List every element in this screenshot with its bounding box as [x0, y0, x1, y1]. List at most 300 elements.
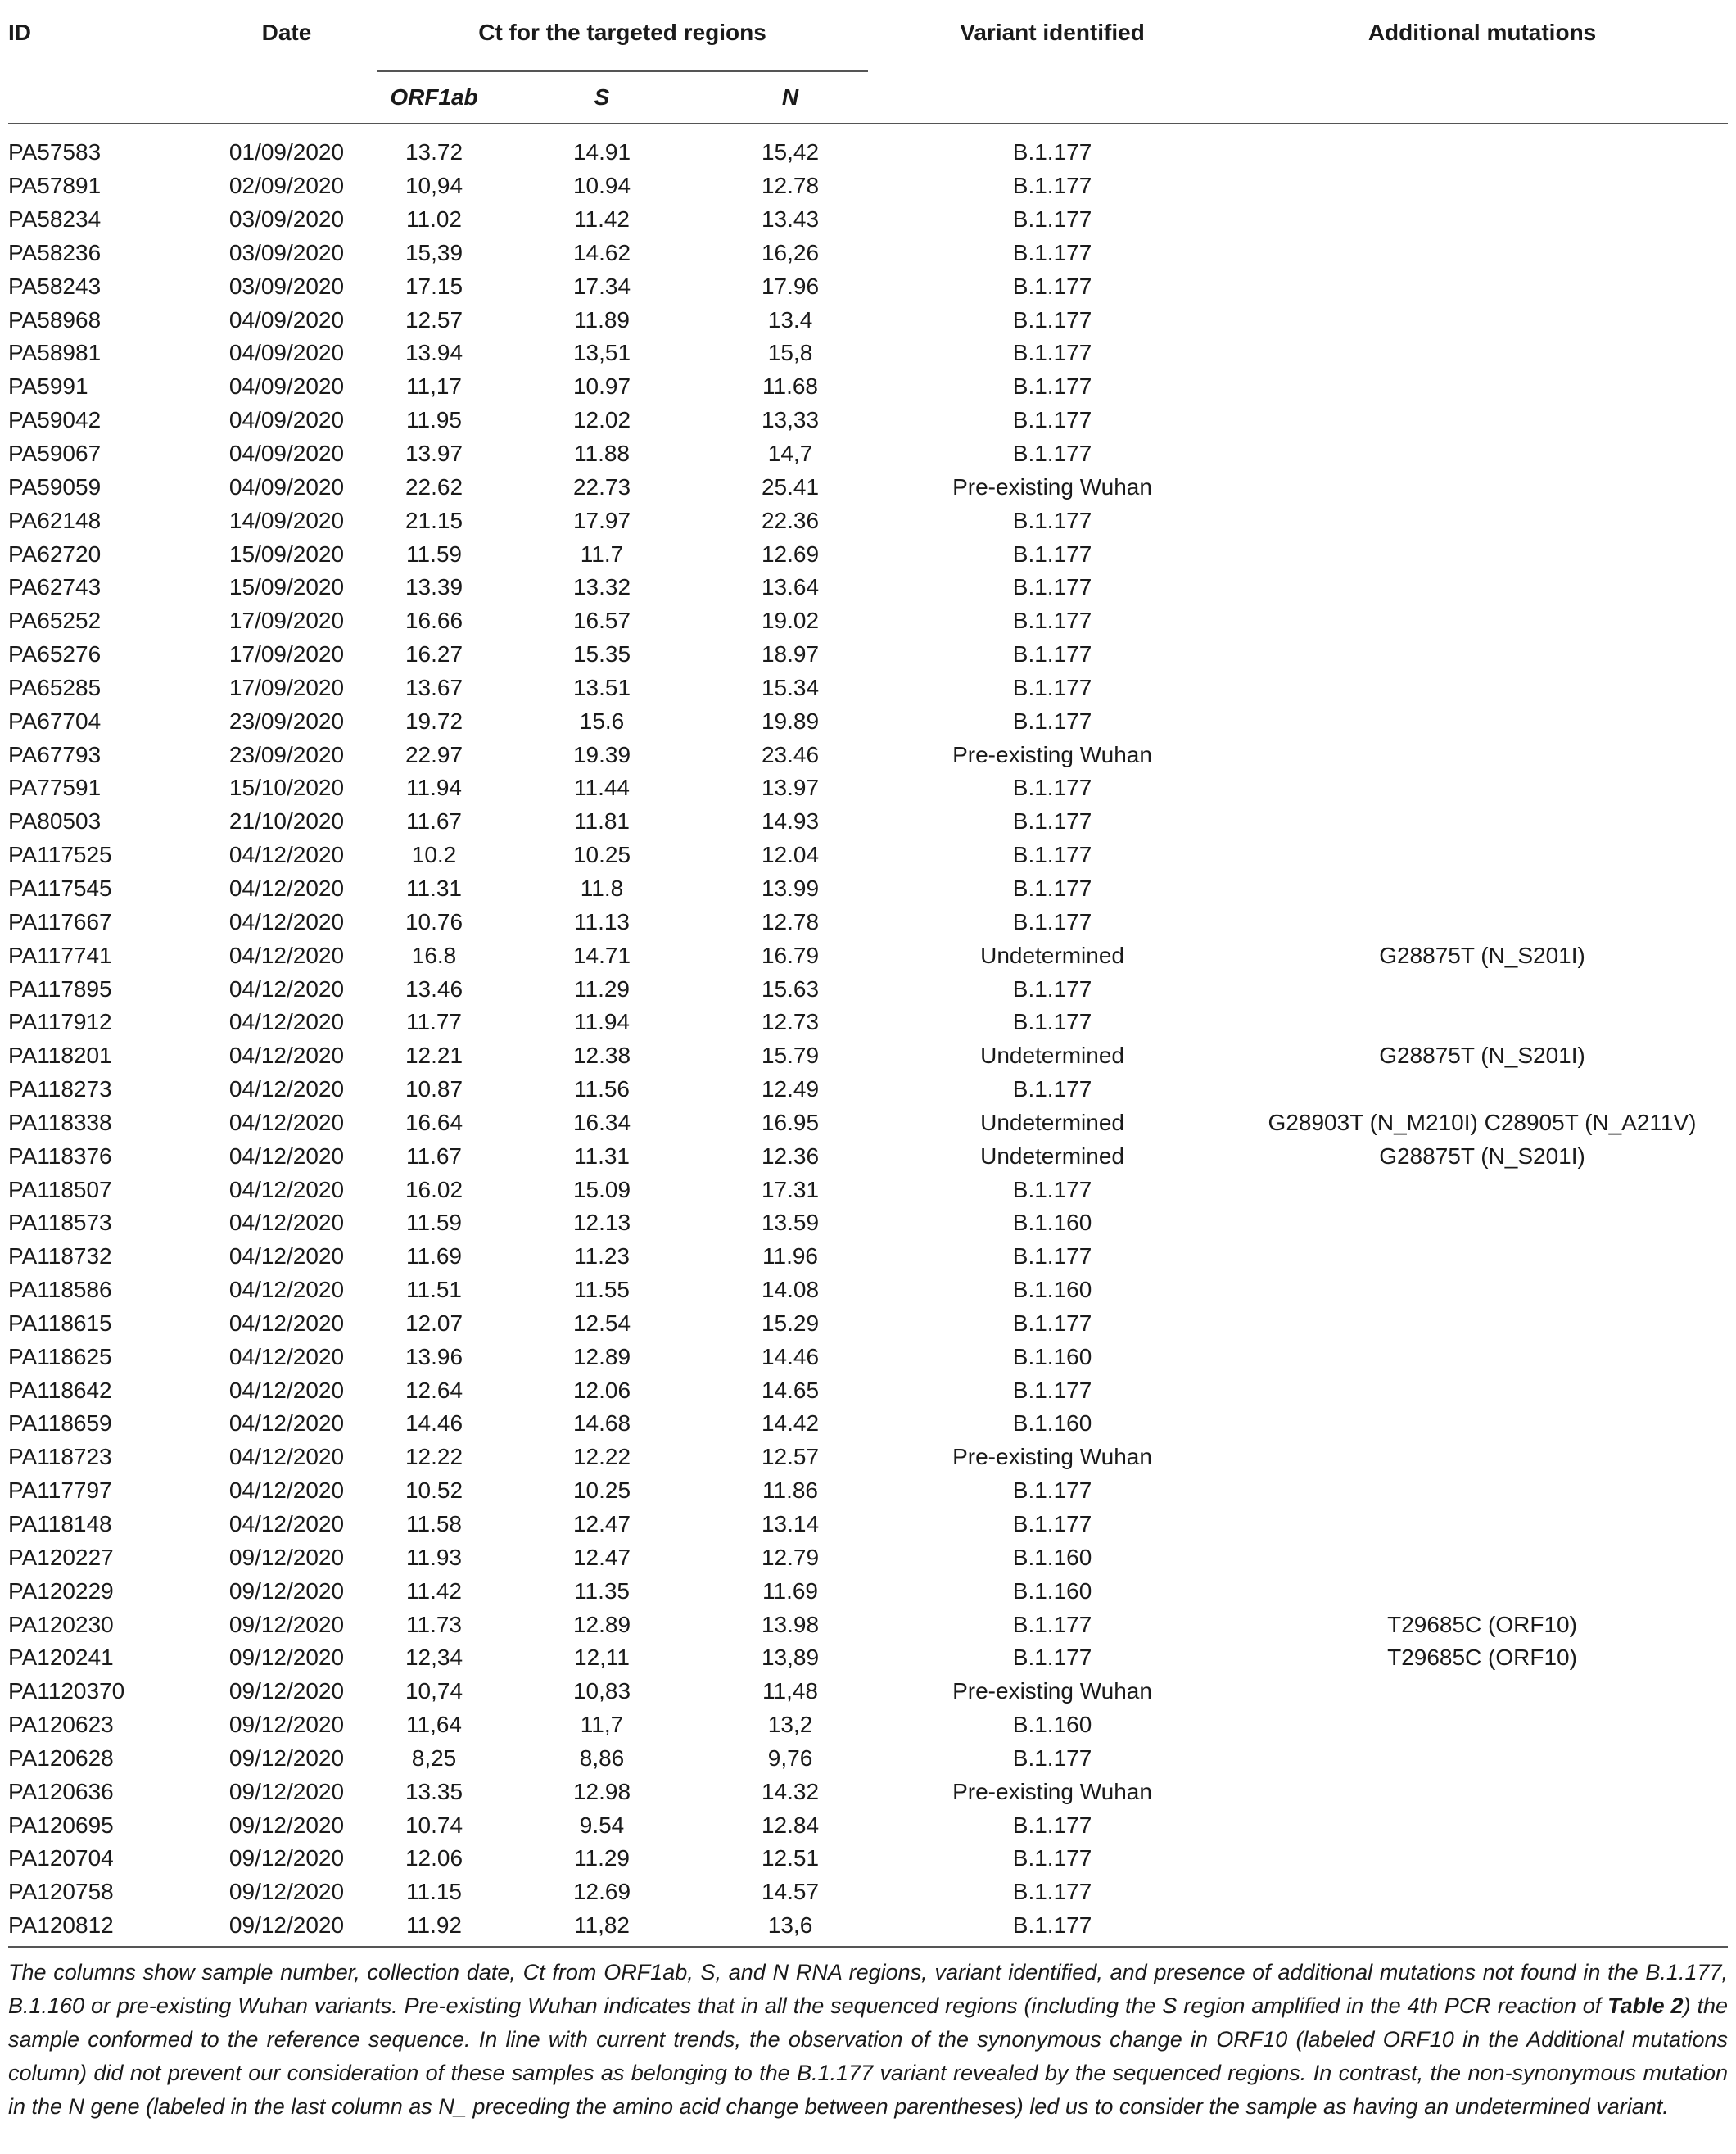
cell-orf1ab: 10.87: [405, 1076, 463, 1102]
table-row: [8, 1173, 1728, 1206]
cell-n: 12.57: [761, 1444, 820, 1470]
cell-additional: [1236, 1708, 1728, 1742]
table-row: [8, 905, 1728, 939]
cell-variant: Undetermined: [980, 942, 1124, 968]
cell-s: 11.88: [574, 441, 630, 467]
cell-orf1ab: 11.31: [406, 875, 462, 901]
cell-orf1ab: 12.64: [405, 1377, 463, 1403]
cell-additional: [1236, 1240, 1728, 1274]
cell-id: PA118642: [8, 1377, 112, 1403]
header-orf1ab: ORF1ab: [390, 84, 478, 110]
cell-s: 13.51: [572, 674, 631, 700]
cell-n: 16.79: [761, 942, 820, 968]
cell-s: 17.97: [572, 507, 631, 533]
cell-s: 10.25: [572, 842, 631, 868]
cell-variant: B.1.177: [1012, 608, 1092, 634]
cell-n: 13,2: [767, 1712, 813, 1738]
table-row: [8, 337, 1728, 370]
cell-id: PA117797: [8, 1477, 112, 1504]
cell-additional: [1236, 170, 1728, 203]
cell-n: 12.51: [761, 1845, 820, 1871]
cell-s: 10,83: [572, 1678, 631, 1704]
cell-n: 13,33: [761, 407, 820, 433]
subheader-row: [8, 72, 1728, 124]
cell-additional: [1236, 1173, 1728, 1206]
cell-orf1ab: 12.21: [405, 1043, 463, 1069]
cell-s: 11,7: [580, 1712, 624, 1738]
cell-date: 04/12/2020: [228, 842, 345, 868]
cell-date: 04/12/2020: [228, 1143, 345, 1169]
cell-s: 12.47: [572, 1511, 631, 1537]
table-row: [8, 404, 1728, 437]
cell-orf1ab: 13.94: [405, 340, 463, 366]
cell-variant: Pre-existing Wuhan: [952, 1678, 1152, 1704]
cell-additional: G28903T (N_M210I) C28905T (N_A211V): [1268, 1109, 1697, 1135]
cell-n: 16.95: [761, 1109, 820, 1135]
cell-date: 04/12/2020: [228, 1109, 345, 1135]
header-s: S: [594, 84, 610, 110]
cell-id: PA118201: [8, 1043, 112, 1069]
table-row: [8, 170, 1728, 203]
cell-id: PA58234: [8, 206, 102, 233]
cell-additional: [1236, 1742, 1728, 1776]
cell-date: 04/12/2020: [228, 1410, 345, 1437]
cell-s: 11.89: [574, 306, 630, 333]
cell-variant: Undetermined: [980, 1043, 1124, 1069]
cell-s: 13,51: [572, 340, 631, 366]
cell-id: PA58981: [8, 340, 102, 366]
cell-date: 15/09/2020: [228, 541, 345, 567]
cell-orf1ab: 11.59: [406, 541, 462, 567]
table-row: [8, 1106, 1728, 1139]
table-row: [8, 1274, 1728, 1307]
cell-id: PA57583: [8, 139, 102, 165]
cell-additional: [1236, 1006, 1728, 1039]
cell-orf1ab: 10,74: [405, 1678, 463, 1704]
cell-id: PA65276: [8, 641, 102, 667]
cell-orf1ab: 11.15: [406, 1879, 462, 1905]
cell-orf1ab: 11.42: [406, 1577, 462, 1604]
cell-date: 09/12/2020: [228, 1577, 345, 1604]
cell-additional: [1236, 537, 1728, 571]
cell-s: 12,11: [574, 1645, 630, 1671]
cell-date: 14/09/2020: [228, 507, 345, 533]
cell-id: PA58243: [8, 273, 102, 299]
cell-orf1ab: 16.8: [411, 942, 457, 968]
cell-orf1ab: 11.77: [406, 1009, 462, 1035]
cell-variant: B.1.177: [1012, 708, 1092, 734]
cell-s: 12.54: [572, 1310, 631, 1336]
cell-additional: [1236, 738, 1728, 772]
table-row: [8, 1608, 1728, 1641]
cell-variant: B.1.177: [1012, 206, 1092, 233]
table-row: [8, 1006, 1728, 1039]
cell-id: PA118625: [8, 1343, 112, 1369]
table-row: [8, 1842, 1728, 1876]
cell-variant: B.1.160: [1012, 1343, 1092, 1369]
cell-variant: Pre-existing Wuhan: [952, 473, 1152, 500]
table-row: [8, 237, 1728, 270]
cell-date: 23/09/2020: [228, 708, 345, 734]
cell-id: PA57891: [8, 173, 102, 199]
cell-orf1ab: 16.66: [405, 608, 463, 634]
cell-n: 11.96: [762, 1243, 819, 1269]
table-row: [8, 1240, 1728, 1274]
cell-id: PA77591: [8, 775, 102, 801]
header-n: N: [781, 84, 799, 110]
table-row: [8, 1139, 1728, 1173]
cell-n: 12.04: [761, 842, 820, 868]
cell-n: 19.02: [761, 608, 820, 634]
cell-variant: B.1.177: [1012, 1310, 1092, 1336]
cell-n: 11.69: [762, 1577, 819, 1604]
cell-additional: [1236, 404, 1728, 437]
cell-orf1ab: 13.96: [405, 1343, 463, 1369]
cell-additional: [1236, 1407, 1728, 1441]
cell-s: 12.89: [572, 1343, 631, 1369]
header-variant: Variant identified: [960, 20, 1145, 45]
cell-orf1ab: 22.97: [405, 741, 463, 767]
table-row: [8, 1474, 1728, 1508]
cell-date: 09/12/2020: [228, 1778, 345, 1804]
cell-date: 02/09/2020: [228, 173, 345, 199]
cell-additional: [1236, 1340, 1728, 1373]
cell-n: 18.97: [761, 641, 820, 667]
cell-date: 09/12/2020: [228, 1544, 345, 1570]
table-row: [8, 1307, 1728, 1341]
cell-s: 13.32: [572, 574, 631, 600]
cell-date: 04/12/2020: [228, 1477, 345, 1504]
cell-variant: B.1.177: [1012, 775, 1092, 801]
table-row: [8, 1574, 1728, 1608]
cell-orf1ab: 11.67: [406, 1143, 462, 1169]
cell-variant: B.1.177: [1012, 1009, 1092, 1035]
cell-variant: B.1.177: [1012, 541, 1092, 567]
cell-s: 11.56: [574, 1076, 630, 1102]
cell-s: 10.94: [572, 173, 631, 199]
cell-n: 14.32: [761, 1778, 820, 1804]
cell-variant: B.1.177: [1012, 373, 1092, 400]
table-row: [8, 805, 1728, 839]
cell-additional: [1236, 1373, 1728, 1407]
cell-variant: B.1.177: [1012, 808, 1092, 835]
cell-variant: B.1.177: [1012, 273, 1092, 299]
cell-orf1ab: 13.97: [405, 441, 463, 467]
cell-id: PA58236: [8, 239, 102, 265]
cell-s: 10.25: [572, 1477, 631, 1504]
cell-id: PA62743: [8, 574, 102, 600]
table-row: [8, 370, 1728, 404]
table-row: [8, 470, 1728, 504]
cell-variant: B.1.177: [1012, 1076, 1092, 1102]
cell-date: 04/12/2020: [228, 1009, 345, 1035]
cell-s: 12.98: [572, 1778, 631, 1804]
cell-date: 15/09/2020: [228, 574, 345, 600]
cell-id: PA62148: [8, 507, 102, 533]
cell-orf1ab: 11.51: [406, 1277, 462, 1303]
table-row: [8, 1641, 1728, 1675]
cell-id: PA65285: [8, 674, 102, 700]
cell-orf1ab: 10.76: [405, 908, 463, 934]
table-row: [8, 537, 1728, 571]
cell-id: PA118615: [8, 1310, 112, 1336]
cell-variant: B.1.177: [1012, 306, 1092, 333]
cell-orf1ab: 8,25: [411, 1744, 457, 1771]
cell-date: 04/12/2020: [228, 1511, 345, 1537]
cell-variant: B.1.177: [1012, 407, 1092, 433]
table-row: [8, 1909, 1728, 1947]
cell-orf1ab: 13.46: [405, 975, 463, 1002]
cell-orf1ab: 15,39: [405, 239, 463, 265]
cell-variant: B.1.160: [1012, 1712, 1092, 1738]
cell-additional: [1236, 1876, 1728, 1909]
table-row: [8, 704, 1728, 738]
cell-id: PA120628: [8, 1744, 114, 1771]
cell-variant: Undetermined: [980, 1143, 1124, 1169]
cell-variant: B.1.177: [1012, 975, 1092, 1002]
cell-n: 9,76: [767, 1744, 813, 1771]
cell-date: 04/12/2020: [228, 1076, 345, 1102]
table-row: [8, 203, 1728, 237]
cell-orf1ab: 12.06: [405, 1845, 463, 1871]
cell-additional: [1236, 1474, 1728, 1508]
cell-s: 11.55: [574, 1277, 630, 1303]
table-row: [8, 303, 1728, 337]
cell-date: 04/09/2020: [228, 407, 345, 433]
cell-variant: B.1.177: [1012, 1812, 1092, 1838]
cell-additional: [1236, 972, 1728, 1006]
cell-s: 11,82: [574, 1912, 630, 1939]
cell-n: 13.99: [761, 875, 820, 901]
cell-variant: B.1.177: [1012, 1477, 1092, 1504]
cell-variant: B.1.177: [1012, 674, 1092, 700]
cell-additional: [1236, 337, 1728, 370]
cell-variant: B.1.177: [1012, 441, 1092, 467]
cell-id: PA80503: [8, 808, 102, 835]
cell-additional: [1236, 1274, 1728, 1307]
cell-orf1ab: 13.35: [405, 1778, 463, 1804]
table-row: [8, 839, 1728, 872]
cell-n: 13,6: [767, 1912, 813, 1939]
cell-date: 04/09/2020: [228, 306, 345, 333]
cell-id: PA59059: [8, 473, 102, 500]
footnote-text-1: The columns show sample number, collection date, Ct from ORF1ab, S, and N RNA regions, variant identified, and presence of additional mutations not found in the B.1.177, B.1.160 or pre-existing Wuhan variants. Pre-existing Wuhan indicates that in all the sequenced regions (including the S region amplified in the 4th PCR reaction of: [8, 1959, 1728, 2018]
cell-orf1ab: 22.62: [405, 473, 463, 500]
cell-variant: B.1.177: [1012, 1744, 1092, 1771]
cell-orf1ab: 16.64: [405, 1109, 463, 1135]
cell-id: PA62720: [8, 541, 102, 567]
cell-date: 01/09/2020: [228, 139, 345, 165]
cell-id: PA120758: [8, 1879, 114, 1905]
cell-date: 04/12/2020: [228, 1043, 345, 1069]
cell-n: 11,48: [762, 1678, 819, 1704]
cell-additional: [1236, 1541, 1728, 1574]
cell-variant: B.1.177: [1012, 173, 1092, 199]
cell-id: PA58968: [8, 306, 102, 333]
cell-additional: [1236, 1909, 1728, 1947]
cell-s: 12.06: [572, 1377, 631, 1403]
cell-additional: [1236, 1675, 1728, 1708]
table-row: [8, 1407, 1728, 1441]
cell-s: 17.34: [572, 273, 631, 299]
cell-additional: T29685C (ORF10): [1387, 1645, 1577, 1671]
cell-n: 17.96: [761, 273, 820, 299]
cell-variant: B.1.177: [1012, 1243, 1092, 1269]
table-container: [8, 10, 1728, 2124]
cell-variant: B.1.177: [1012, 1845, 1092, 1871]
cell-variant: B.1.177: [1012, 1176, 1092, 1202]
ct-divider: [377, 70, 868, 72]
cell-n: 14.57: [761, 1879, 820, 1905]
cell-id: PA120227: [8, 1544, 114, 1570]
cell-n: 13.14: [761, 1511, 820, 1537]
cell-s: 11.44: [574, 775, 630, 801]
footnote-table-ref: Table 2: [1607, 1993, 1684, 2018]
cell-date: 17/09/2020: [228, 674, 345, 700]
cell-n: 22.36: [761, 507, 820, 533]
cell-s: 11.35: [574, 1577, 630, 1604]
cell-s: 16.57: [572, 608, 631, 634]
cell-id: PA118586: [8, 1277, 112, 1303]
table-row: [8, 1708, 1728, 1742]
cell-s: 11.42: [574, 206, 630, 233]
cell-date: 04/12/2020: [228, 1310, 345, 1336]
data-table: [8, 10, 1728, 1948]
table-row: [8, 1775, 1728, 1808]
cell-additional: [1236, 1441, 1728, 1474]
cell-id: PA65252: [8, 608, 102, 634]
cell-n: 12.78: [761, 908, 820, 934]
cell-additional: [1236, 1508, 1728, 1541]
cell-additional: [1236, 237, 1728, 270]
table-row: [8, 1508, 1728, 1541]
cell-date: 09/12/2020: [228, 1845, 345, 1871]
cell-additional: [1236, 672, 1728, 705]
cell-variant: B.1.177: [1012, 139, 1092, 165]
cell-n: 14.46: [761, 1343, 820, 1369]
cell-s: 12.38: [572, 1043, 631, 1069]
cell-variant: Pre-existing Wuhan: [952, 1444, 1152, 1470]
cell-id: PA1120370: [8, 1678, 125, 1704]
cell-n: 12.49: [761, 1076, 820, 1102]
cell-orf1ab: 11.94: [406, 775, 462, 801]
table-footnote: [8, 1956, 1728, 2124]
cell-s: 11.23: [574, 1243, 630, 1269]
cell-n: 15,42: [761, 139, 820, 165]
cell-id: PA67704: [8, 708, 102, 734]
cell-n: 13.43: [761, 206, 820, 233]
cell-id: PA118376: [8, 1143, 112, 1169]
cell-n: 11.86: [762, 1477, 819, 1504]
cell-n: 13.59: [761, 1210, 820, 1236]
cell-orf1ab: 17.15: [405, 273, 463, 299]
cell-additional: G28875T (N_S201I): [1379, 1143, 1585, 1169]
cell-n: 19.89: [761, 708, 820, 734]
cell-n: 15.63: [761, 975, 820, 1002]
cell-orf1ab: 13.39: [405, 574, 463, 600]
cell-orf1ab: 11.92: [406, 1912, 462, 1939]
cell-id: PA117545: [8, 875, 112, 901]
cell-additional: [1236, 571, 1728, 604]
cell-id: PA120623: [8, 1712, 114, 1738]
cell-n: 14.08: [761, 1277, 820, 1303]
cell-orf1ab: 14.46: [405, 1410, 463, 1437]
cell-orf1ab: 11.93: [406, 1544, 462, 1570]
cell-variant: Pre-existing Wuhan: [952, 1778, 1152, 1804]
cell-date: 04/12/2020: [228, 1444, 345, 1470]
cell-n: 16,26: [761, 239, 820, 265]
cell-id: PA120229: [8, 1577, 114, 1604]
cell-s: 22.73: [572, 473, 631, 500]
header-ct: [377, 10, 868, 72]
cell-orf1ab: 11.73: [406, 1611, 462, 1637]
cell-s: 15.35: [572, 641, 631, 667]
table-row: [8, 269, 1728, 303]
cell-id: PA118338: [8, 1109, 112, 1135]
table-row: [8, 1340, 1728, 1373]
cell-n: 11.68: [762, 373, 819, 400]
cell-date: 04/12/2020: [228, 942, 345, 968]
cell-additional: [1236, 303, 1728, 337]
cell-id: PA120241: [8, 1645, 114, 1671]
table-row: [8, 504, 1728, 537]
cell-orf1ab: 10,94: [405, 173, 463, 199]
cell-s: 12.69: [572, 1879, 631, 1905]
cell-additional: [1236, 805, 1728, 839]
header-additional: Additional mutations: [1368, 20, 1597, 45]
cell-additional: [1236, 905, 1728, 939]
cell-date: 04/12/2020: [228, 1377, 345, 1403]
table-row: [8, 1206, 1728, 1240]
cell-id: PA118573: [8, 1210, 112, 1236]
cell-s: 11.8: [580, 875, 624, 901]
cell-id: PA120812: [8, 1912, 114, 1939]
cell-variant: B.1.160: [1012, 1210, 1092, 1236]
table-row: [8, 1541, 1728, 1574]
cell-s: 15.09: [572, 1176, 631, 1202]
cell-id: PA118148: [8, 1511, 112, 1537]
cell-s: 10.97: [572, 373, 631, 400]
cell-variant: B.1.177: [1012, 574, 1092, 600]
cell-s: 11.29: [574, 975, 630, 1002]
cell-id: PA117912: [8, 1009, 112, 1035]
cell-additional: [1236, 269, 1728, 303]
table-row: [8, 604, 1728, 638]
cell-variant: Undetermined: [980, 1109, 1124, 1135]
cell-variant: B.1.177: [1012, 1912, 1092, 1939]
cell-n: 23.46: [761, 741, 820, 767]
cell-s: 11.31: [574, 1143, 630, 1169]
cell-variant: B.1.177: [1012, 842, 1092, 868]
cell-variant: B.1.177: [1012, 1377, 1092, 1403]
cell-date: 04/09/2020: [228, 473, 345, 500]
table-row: [8, 437, 1728, 471]
cell-n: 15,8: [767, 340, 813, 366]
table-row: [8, 124, 1728, 170]
cell-s: 14.91: [572, 139, 631, 165]
cell-date: 04/12/2020: [228, 875, 345, 901]
cell-n: 12.79: [761, 1544, 820, 1570]
cell-date: 03/09/2020: [228, 239, 345, 265]
table-row: [8, 1876, 1728, 1909]
cell-orf1ab: 11.69: [406, 1243, 462, 1269]
cell-id: PA59067: [8, 441, 102, 467]
cell-date: 04/12/2020: [228, 975, 345, 1002]
cell-n: 14.42: [761, 1410, 820, 1437]
cell-id: PA117741: [8, 942, 112, 968]
cell-variant: B.1.160: [1012, 1277, 1092, 1303]
table-row: [8, 738, 1728, 772]
